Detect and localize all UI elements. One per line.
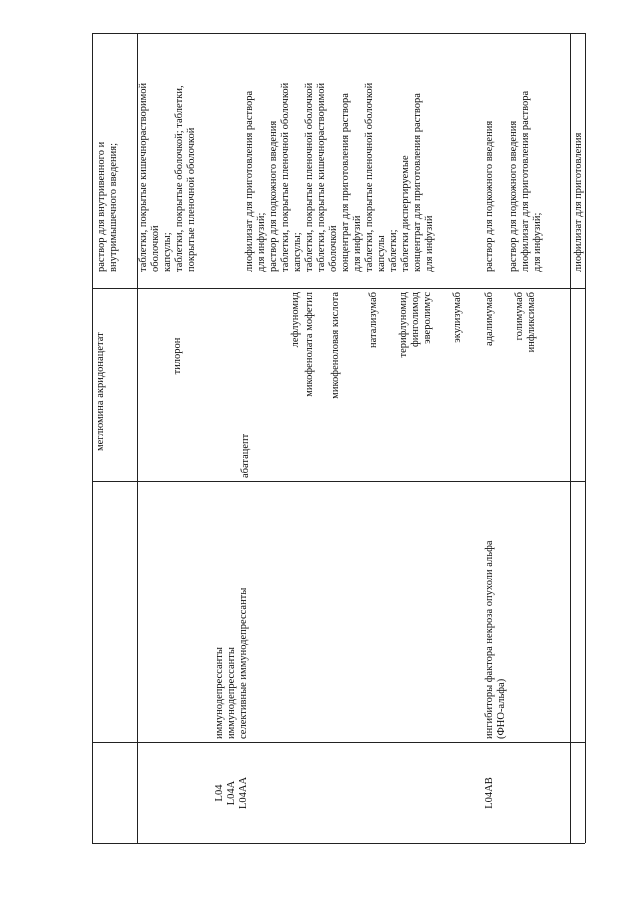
row0-dosage-forms: раствор для внутривенного и внутримышечного введения; — [96, 141, 119, 272]
row2-atc-codes: L04 L04A L04AA — [214, 776, 249, 810]
row2-drug-fingolimod: финголимод — [410, 292, 421, 347]
row-divider-1 — [92, 288, 585, 289]
row2-drug-abatacept: абатацепт — [240, 433, 251, 478]
row2-drug-teriflunomide: терифлуномид — [398, 292, 409, 358]
row3-drug-adalimumab: адалимумаб — [484, 292, 495, 346]
row2-dosage-forms: лиофилизат для приготовления раствора для инфузий; раствор для подкожного введения таблетки, покрытые пленочной оболочкой капсулы; таблетки, покрытые пленочной оболочкой таблетки, покрытые кишечнорастворимой оболочкой концентрат для приготовления раствора для инфузий таблетки, покрытые пленочной оболочкой капсулы таблетки; таблетки диспергируемые концентрат для приготовления раствора для инфузий — [244, 82, 435, 272]
row4-dosage-form: лиофилизат для приготовления — [573, 132, 584, 272]
row-divider-2 — [92, 481, 585, 482]
row2-drug-mycophenolate-mofetil: микофенолата мофетил — [304, 292, 315, 397]
row3-atc-code: L04AB — [484, 777, 495, 809]
column-divider-1 — [92, 33, 93, 843]
row3-anatomical-group: ингибиторы фактора некроза опухоли альфа (ФНО-альфа) — [484, 540, 507, 739]
row-divider-3 — [92, 742, 585, 743]
row2-anatomical-groups: иммунодепрессанты иммунодепрессанты селективные иммунодепрессанты — [214, 587, 249, 739]
row3-drug-golimumab: голимумаб — [514, 292, 525, 341]
row2-drug-eculizumab: экулизумаб — [452, 292, 463, 343]
column-divider-4 — [585, 33, 586, 843]
table-bottom-border — [92, 843, 585, 844]
row0-drug-name: меглюмина акридонацетат — [95, 332, 106, 451]
row2-drug-leflunomide: лефлуномид — [290, 292, 301, 348]
row1-dosage-forms: таблетки, покрытые кишечнорастворимой оболочкой капсулы; таблетки, покрытые оболочкой; таблетки, покрытые пленочной оболочкой — [138, 82, 197, 272]
row3-dosage-forms: раствор для подкожного введения раствор для подкожного введения лиофилизат для приготовления раствора для инфузий; — [484, 90, 543, 272]
row2-drug-natalizumab: натализумаб — [368, 292, 379, 348]
row2-drug-mycophenolic-acid: микофеноловая кислота — [330, 292, 341, 399]
row3-drug-infliximab: инфликсимаб — [526, 292, 537, 353]
column-divider-3 — [570, 33, 571, 843]
table-top-border — [92, 33, 585, 34]
row2-drug-everolimus: эверолимус — [422, 292, 433, 344]
row1-drug-name: тилорон — [172, 337, 183, 375]
